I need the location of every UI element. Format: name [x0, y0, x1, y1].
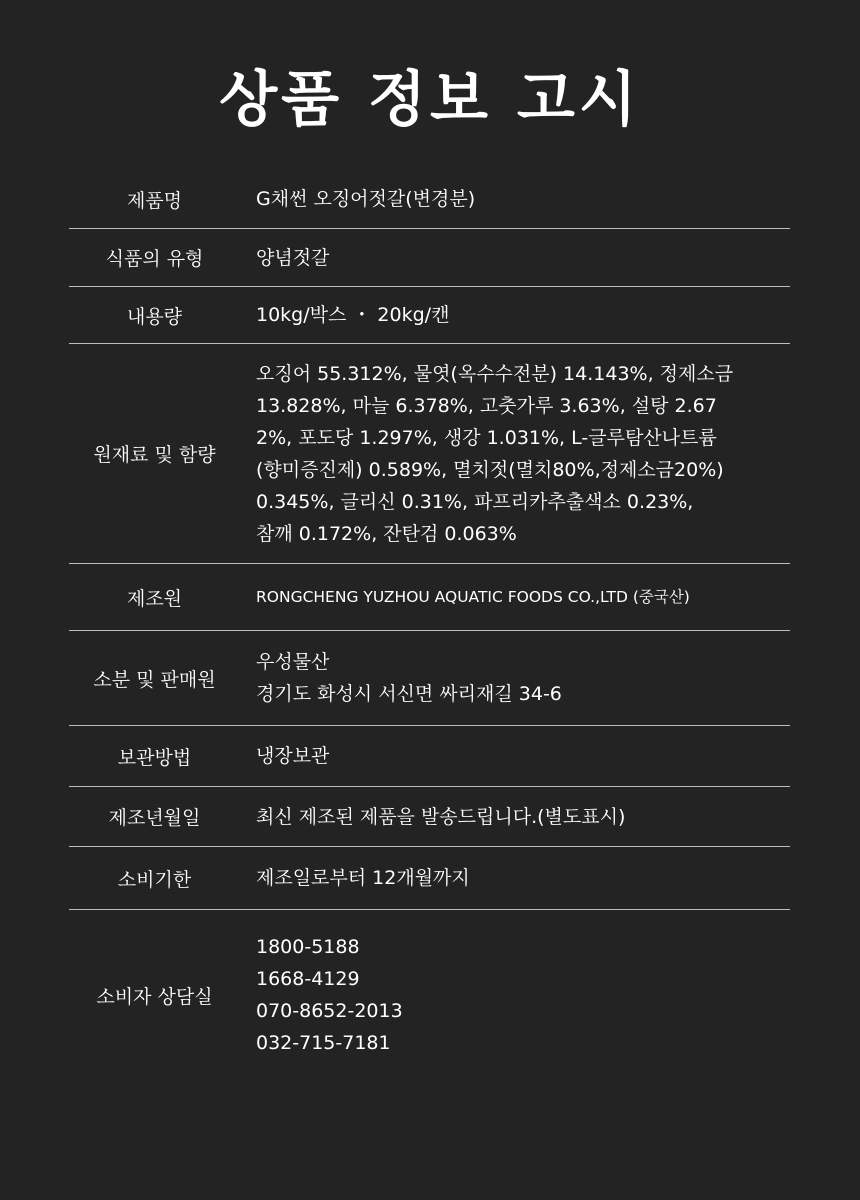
- manufacturer-value: RONGCHENG YUZHOU AQUATIC FOODS CO.,LTD (중국산): [256, 588, 690, 606]
- storage-value: 냉장보관: [256, 745, 330, 767]
- ingredients-line: (향미증진제) 0.589%, 멸치젓(멸치80%,정제소금20%): [256, 458, 724, 481]
- product-info-table: [69, 170, 790, 1080]
- product-name-label: 제품명: [126, 189, 183, 212]
- seller-name: 우성물산: [256, 651, 330, 673]
- ingredients-label: 원재료 및 함량: [93, 444, 216, 466]
- seller-value: [240, 646, 790, 710]
- row-manufacturer: [69, 564, 790, 631]
- ingredients-line: 참깨 0.172%, 잔탄검 0.063%: [256, 522, 517, 545]
- volume-label: 내용량: [126, 305, 183, 328]
- food-type-value: 양념젓갈: [256, 246, 330, 269]
- seller-address: 경기도 화성시 서신면 싸리재길 34-6: [256, 683, 562, 705]
- phone-number: 1800-5188: [256, 936, 360, 958]
- customer-service-phones: [240, 931, 790, 1059]
- row-seller: [69, 631, 790, 726]
- seller-label: 소분 및 판매원: [93, 668, 216, 691]
- volume-value: 10kg/박스 ・ 20kg/캔: [256, 304, 450, 326]
- ingredients-line: 오징어 55.312%, 물엿(옥수수전분) 14.143%, 정제소금: [256, 362, 734, 385]
- customer-service-label: 소비자 상담실: [96, 985, 213, 1008]
- food-type-label: 식품의 유형: [105, 248, 204, 270]
- row-expiry: [69, 847, 790, 910]
- phone-number: 1668-4129: [256, 968, 360, 990]
- page-title: 상품 정보 고시: [219, 65, 641, 135]
- expiry-value: 제조일로부터 12개월까지: [256, 867, 470, 889]
- row-manufacture-date: [69, 787, 790, 847]
- manufacturer-label: 제조원: [126, 587, 183, 610]
- ingredients-line: 2%, 포도당 1.297%, 생강 1.031%, L-글루탐산나트륨: [256, 426, 717, 449]
- row-ingredients: [69, 344, 790, 564]
- row-customer-service: [69, 910, 790, 1080]
- ingredients-value: [240, 358, 790, 550]
- row-storage: [69, 726, 790, 787]
- row-volume: [69, 287, 790, 344]
- ingredients-line: 0.345%, 글리신 0.31%, 파프리카추출색소 0.23%,: [256, 490, 694, 513]
- product-name-value: G채썬 오징어젓갈(변경분): [256, 188, 476, 210]
- phone-number: 070-8652-2013: [256, 1000, 403, 1022]
- row-product-name: [69, 170, 790, 229]
- manufacture-date-value: 최신 제조된 제품을 발송드립니다.(별도표시): [256, 805, 626, 828]
- storage-label: 보관방법: [117, 746, 192, 769]
- manufacture-date-label: 제조년월일: [108, 807, 201, 829]
- ingredients-line: 13.828%, 마늘 6.378%, 고춧가루 3.63%, 설탕 2.67: [256, 394, 717, 417]
- row-food-type: [69, 229, 790, 287]
- expiry-label: 소비기한: [117, 868, 192, 891]
- phone-number: 032-715-7181: [256, 1032, 391, 1054]
